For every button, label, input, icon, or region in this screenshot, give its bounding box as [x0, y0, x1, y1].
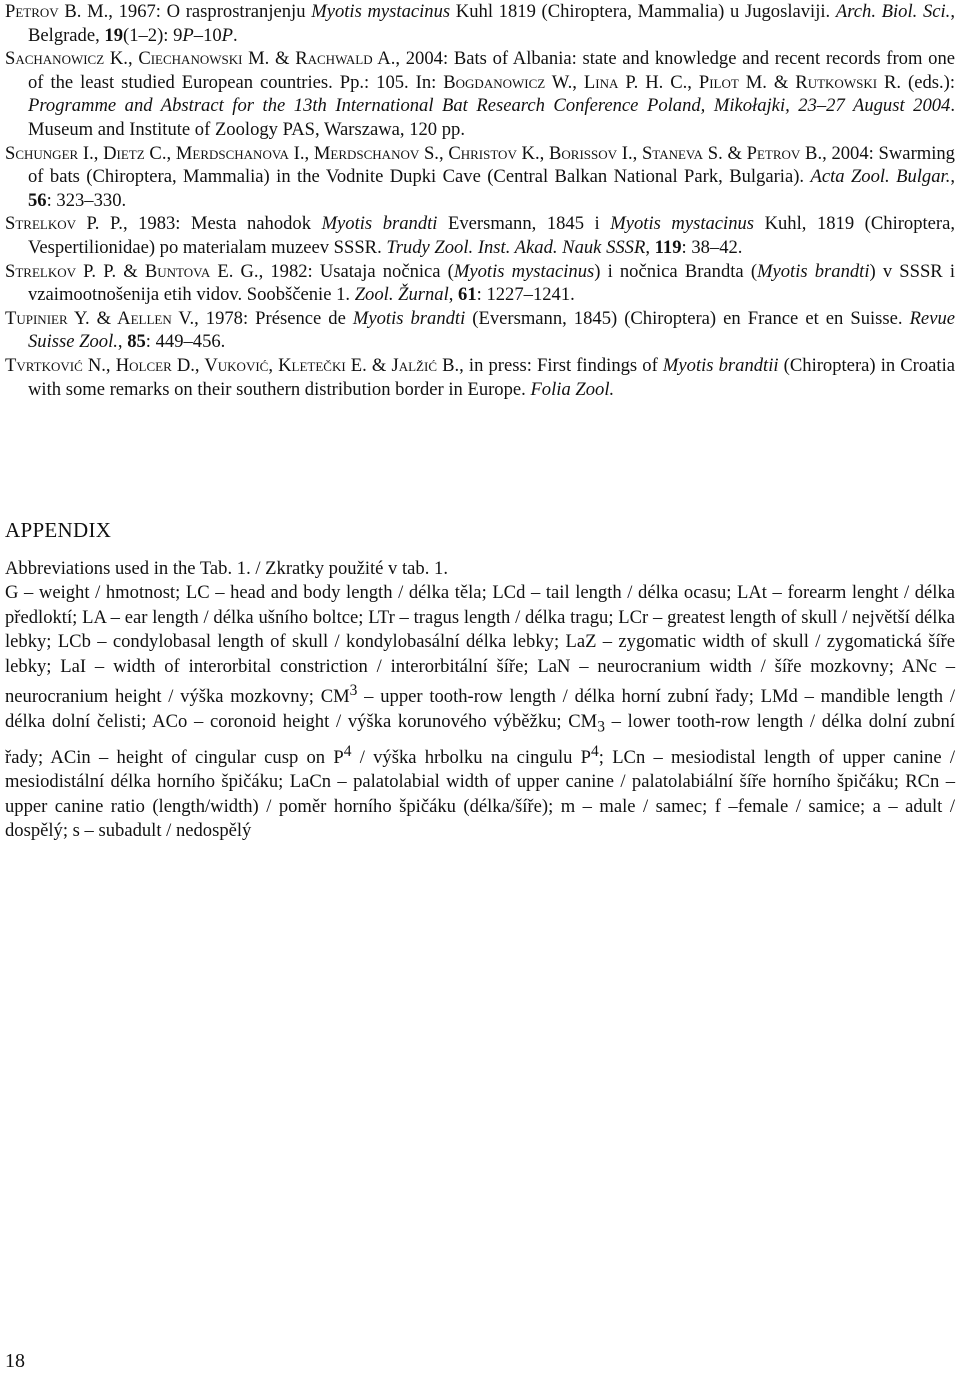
- appendix-section: [5, 518, 955, 844]
- abbreviations-paragraph: G – weight / hmotnost; LC – head and body length / délka těla; LCd – tail length / délka ocasu; LAt – forearm lenght / délka předloktí; LA – ear length / délka ušního boltce; LTr – tragus length / délka tragu; LCr – greatest length of skull / největší délka lebky; LCb – condylobasal length of skull / kondylobasální délka lebky; LaZ – zygomatic width of skull / zygomatická šíře lebky; LaI – width of interorbital constriction / interorbitální šíře; LaN – neurocranium width / šíře mozkovny; ANc – neurocranium height / výška mozkovny; $CM^3$ – upper tooth-row length / délka horní zubní řady; LMd – mandible length / délka dolní čelisti; ACo – coronoid height / výška korunového výběžku; $CM_3$ – lower tooth-row length / délka dolní zubní řady; ACin – height of cingular cusp on $P^4$ / výška hrbolku na cingulu $P^4$; LCn – mesiodistal length of upper canine / mesiodistální délka horního špičáku; LaCn – palatolabial width of upper canine / palatolabiální šíře horního špičáku; RCn – upper canine ratio (length/width) / poměr horního špičáku (délka/šíře); m – male / samec; f –female / samice; a – adult / dospělý; s – subadult / nedospělý: [5, 582, 956, 842]
- page-number: 18: [5, 1350, 25, 1372]
- appendix-caption: Abbreviations used in the Tab. 1. / Zkratky použité v tab. 1.: [5, 558, 448, 579]
- reference-authors: Strelkov P. P. & Buntova E. G.: [5, 260, 259, 282]
- reference-authors: Petrov B. M.: [5, 1, 109, 22]
- reference-authors: Sachanowicz K., Ciechanowski M. & Rachwald A.: [5, 48, 396, 70]
- reference-authors: Strelkov P. P.: [5, 213, 123, 235]
- reference-entry: [5, 142, 955, 213]
- reference-entry: [5, 212, 955, 259]
- reference-details: , 2004: Swarming of bats (Chiroptera, Mammalia) in the Vodnite Dupki Cave (Central Balkan National Park, Bulgaria). Acta Zool. Bulgar., 56: 323–330.: [28, 142, 955, 211]
- reference-list: [5, 0, 955, 401]
- reference-details: , 1978: Présence de Myotis brandti (Eversmann, 1845) (Chiroptera) en France et en Suisse. Revue Suisse Zool., 85: 449–456.: [28, 307, 955, 353]
- reference-entry: [5, 260, 955, 307]
- reference-authors: Schunger I., Dietz C., Merdschanova I., Merdschanov S., Christov K., Borissov I., Staneva S. & Petrov B.: [5, 142, 823, 164]
- reference-details: , in press: First findings of Myotis brandtii (Chiroptera) in Croatia with some remarks on their southern distribution border in Europe. Folia Zool.: [28, 354, 955, 400]
- reference-details: , 1982: Usataja nočnica (Myotis mystacinus) i nočnica Brandta (Myotis brandti) v SSSR i vzaimootnošenija etih vidov. Soobščenie 1. Zool. Žurnal, 61: 1227–1241.: [28, 260, 955, 306]
- reference-details: , 1967: O rasprostranjenju Myotis mystacinus Kuhl 1819 (Chiroptera, Mammalia) u Jugoslaviji. Arch. Biol. Sci., Belgrade, 19(1–2): 9P–10P.: [28, 1, 955, 46]
- reference-details: , 2004: Bats of Albania: state and knowledge and recent records from one of the least studied European countries. Pp.: 105. In: Bogdanowicz W., Lina P. H. C., Pilot M. & Rutkowski R. (eds.): Programme and Abstract for the 13th International Bat Research Conference Poland, Mikołajki, 23–27 August 2004. Museum and Institute of Zoology PAS, Warszawa, 120 pp.: [28, 48, 955, 140]
- appendix-heading: APPENDIX: [5, 518, 112, 542]
- reference-entry: [5, 0, 955, 47]
- reference-authors: Tupinier Y. & Aellen V.: [5, 307, 195, 329]
- reference-details: , 1983: Mesta nahodok Myotis brandti Eversmann, 1845 i Myotis mystacinus Kuhl, 1819 (Chiroptera, Vespertilionidae) po materialam muzeev SSSR. Trudy Zool. Inst. Akad. Nauk SSSR, 119: 38–42.: [28, 213, 956, 258]
- reference-entry: [5, 47, 955, 141]
- reference-entry: [5, 307, 955, 354]
- reference-authors: Tvrtković N., Holcer D., Vuković, Kletečki E. & Jalžić B.: [5, 354, 460, 376]
- reference-entry: [5, 354, 955, 401]
